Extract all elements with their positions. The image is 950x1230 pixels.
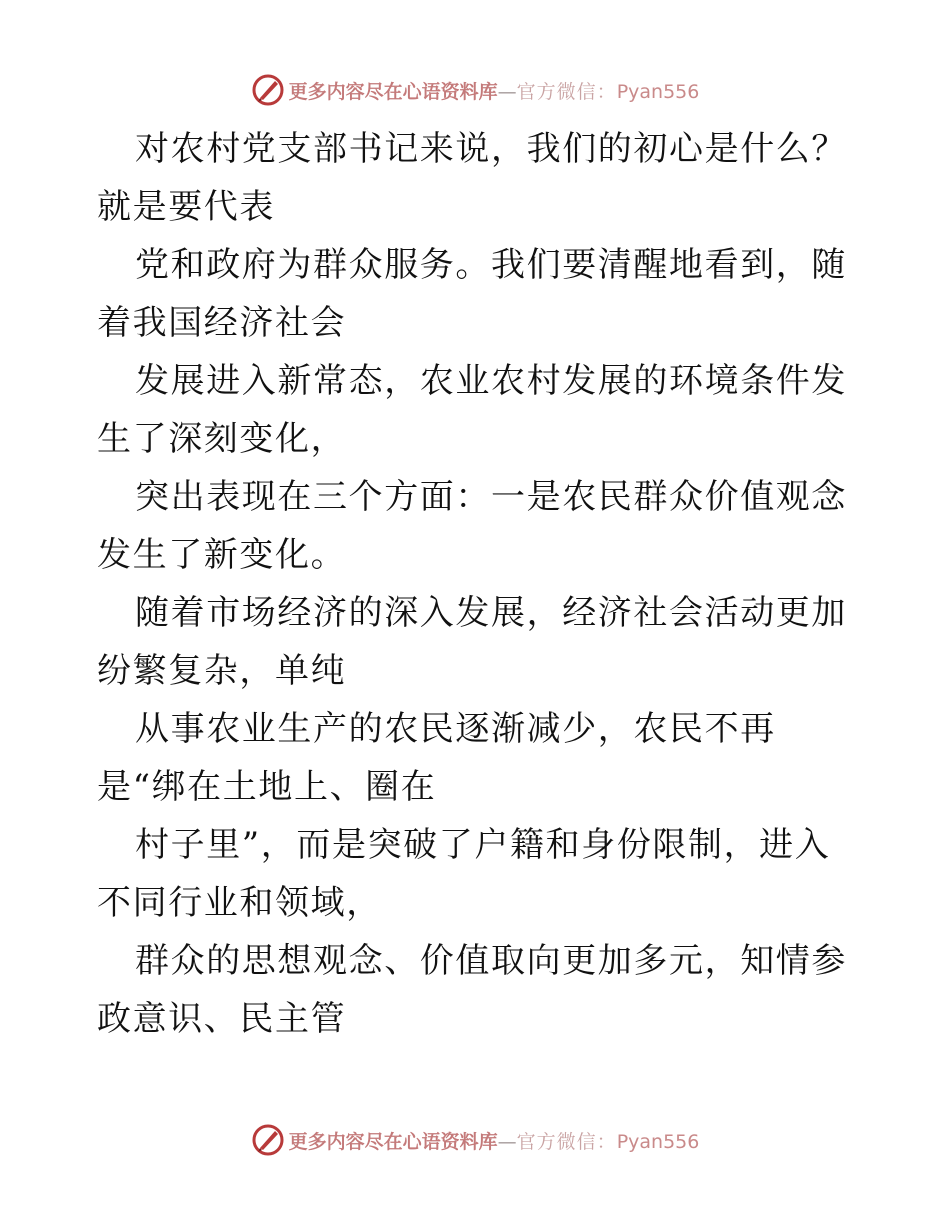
paragraph: 村子里”，而是突破了户籍和身份限制，进入不同行业和领域， xyxy=(97,825,831,923)
document-body xyxy=(97,120,857,1048)
paragraph: 对农村党支部书记来说，我们的初心是什么？就是要代表 xyxy=(97,129,847,227)
watermark-dash: — xyxy=(497,80,517,103)
watermark-sub: 官方微信： xyxy=(516,1130,617,1153)
header-watermark xyxy=(0,70,950,110)
paragraph: 突出表现在三个方面：一是农民群众价值观念发生了新变化。 xyxy=(97,477,847,575)
watermark-main: 更多内容尽在心语资料库 xyxy=(288,80,498,103)
watermark-id: Pyan556 xyxy=(616,80,700,103)
watermark-dash: — xyxy=(497,1130,517,1153)
paragraph: 从事农业生产的农民逐渐减少，农民不再是“绑在土地上、圈在 xyxy=(97,709,776,807)
quill-pen-icon xyxy=(251,73,285,107)
paragraph: 党和政府为群众服务。我们要清醒地看到，随着我国经济社会 xyxy=(97,245,847,343)
watermark-text xyxy=(289,77,700,104)
footer-watermark xyxy=(0,1120,950,1160)
watermark-id: Pyan556 xyxy=(616,1130,700,1153)
watermark-text xyxy=(289,1127,700,1154)
watermark-sub: 官方微信： xyxy=(516,80,617,103)
paragraph: 发展进入新常态，农业农村发展的环境条件发生了深刻变化， xyxy=(97,361,847,459)
paragraph: 群众的思想观念、价值取向更加多元，知情参政意识、民主管 xyxy=(97,941,847,1039)
watermark-main: 更多内容尽在心语资料库 xyxy=(288,1130,498,1153)
paragraph: 随着市场经济的深入发展，经济社会活动更加纷繁复杂，单纯 xyxy=(97,593,847,691)
quill-pen-icon xyxy=(251,1123,285,1157)
